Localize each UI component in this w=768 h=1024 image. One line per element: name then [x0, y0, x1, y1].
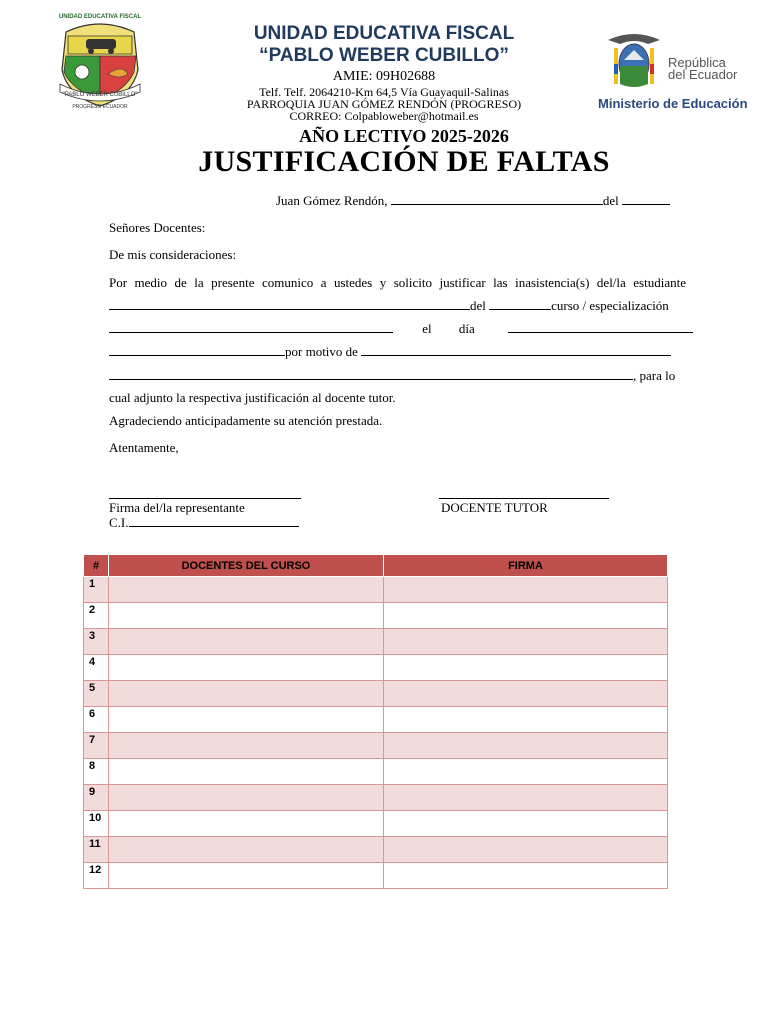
table-row	[84, 707, 668, 733]
signature-cell[interactable]	[384, 603, 668, 629]
day-blank[interactable]	[508, 321, 693, 333]
row-number: 8	[84, 759, 109, 785]
teacher-cell[interactable]	[109, 811, 384, 837]
signature-cell[interactable]	[384, 629, 668, 655]
reason-continuation-blank[interactable]	[109, 368, 633, 380]
teachers-table	[83, 554, 668, 889]
phone-address: Telf. Telf. 2064210-Km 64,5 Vía Guayaquil-Salinas	[259, 85, 509, 99]
col-number-header: #	[84, 555, 109, 577]
table-row	[84, 811, 668, 837]
teacher-cell[interactable]	[109, 759, 384, 785]
signature-cell[interactable]	[384, 863, 668, 889]
row-number: 1	[84, 577, 109, 603]
course-blank[interactable]	[489, 298, 551, 310]
row-number: 11	[84, 837, 109, 863]
logo-ribbon-text: "PABLO WEBER CUBILLO"	[62, 92, 138, 98]
school-year: AÑO LECTIVO 2025-2026	[299, 126, 509, 146]
row-number: 9	[84, 785, 109, 811]
teacher-cell[interactable]	[109, 629, 384, 655]
table-row	[84, 603, 668, 629]
table-row	[84, 837, 668, 863]
signature-cell[interactable]	[384, 759, 668, 785]
parish: PARROQUIA JUAN GÓMEZ RENDÓN (PROGRESO)	[246, 97, 522, 111]
table-row	[84, 759, 668, 785]
row-number: 2	[84, 603, 109, 629]
student-line	[109, 298, 686, 314]
row-number: 10	[84, 811, 109, 837]
reason-continuation-line	[109, 368, 686, 384]
row-number: 12	[84, 863, 109, 889]
signature-cell[interactable]	[384, 707, 668, 733]
tutor-signature-line[interactable]	[439, 498, 609, 499]
table-row	[84, 785, 668, 811]
col-teachers-header: DOCENTES DEL CURSO	[109, 555, 384, 577]
ministry-name: Ministerio de Educación	[598, 96, 748, 111]
school-line2: “PABLO WEBER CUBILLO”	[259, 45, 509, 66]
teacher-cell[interactable]	[109, 837, 384, 863]
place-label: Juan Gómez Rendón,	[276, 193, 388, 208]
thanks-sentence: Agradeciendo anticipadamente su atención prestada.	[109, 413, 383, 428]
teacher-cell[interactable]	[109, 733, 384, 759]
representative-signature-line[interactable]	[109, 498, 301, 499]
teacher-cell[interactable]	[109, 603, 384, 629]
teacher-cell[interactable]	[109, 785, 384, 811]
row-number: 6	[84, 707, 109, 733]
reason-pre-blank[interactable]	[109, 344, 285, 356]
reason-line	[109, 344, 686, 360]
signature-cell[interactable]	[384, 681, 668, 707]
school-name	[0, 23, 768, 67]
signature-cell[interactable]	[384, 577, 668, 603]
specialization-blank[interactable]	[109, 321, 393, 333]
intro-line: Por medio de la presente comunico a ustedes y solicito justificar las inasistencia(s) del/la estudiante	[109, 275, 686, 290]
row-number: 5	[84, 681, 109, 707]
ci-label: C.I.	[109, 515, 129, 530]
ci-line	[109, 515, 299, 531]
student-name-blank[interactable]	[109, 298, 470, 310]
date-blank[interactable]	[391, 193, 603, 205]
logo-top-text: UNIDAD EDUCATIVA FISCAL	[58, 14, 142, 20]
salutation: Señores Docentes:	[109, 220, 206, 235]
representative-label: Firma del/la representante	[109, 500, 245, 515]
table-row	[84, 655, 668, 681]
tutor-label: DOCENTE TUTOR	[441, 500, 548, 515]
table-row	[84, 863, 668, 889]
year-blank[interactable]	[622, 193, 670, 205]
consideraciones: De mis consideraciones:	[109, 247, 237, 262]
place-date-line	[276, 193, 686, 209]
col-signature-header: FIRMA	[384, 555, 668, 577]
reason-blank[interactable]	[361, 344, 671, 356]
del2-label: del	[470, 298, 486, 313]
teacher-cell[interactable]	[109, 577, 384, 603]
attachment-sentence: cual adjunto la respectiva justificación al docente tutor.	[109, 390, 396, 405]
closing: Atentamente,	[109, 440, 179, 455]
signature-cell[interactable]	[384, 837, 668, 863]
signature-cell[interactable]	[384, 785, 668, 811]
page-title: JUSTIFICACIÓN DE FALTAS	[198, 145, 610, 178]
table-row	[84, 577, 668, 603]
signature-cell[interactable]	[384, 733, 668, 759]
republica-line1: República	[668, 55, 726, 70]
del-label: del	[602, 193, 619, 208]
email: CORREO: Colpabloweber@hotmail.es	[289, 109, 479, 123]
republica-line2: del Ecuador	[668, 67, 738, 82]
motivo-label: por motivo de	[285, 344, 358, 359]
row-number: 4	[84, 655, 109, 681]
row-number: 7	[84, 733, 109, 759]
signature-cell[interactable]	[384, 655, 668, 681]
table-row	[84, 629, 668, 655]
teacher-cell[interactable]	[109, 863, 384, 889]
table-row	[84, 733, 668, 759]
amie-code: AMIE: 09H02688	[332, 69, 436, 84]
ci-blank[interactable]	[129, 515, 299, 527]
teacher-cell[interactable]	[109, 707, 384, 733]
table-header-row	[84, 555, 668, 577]
teacher-cell[interactable]	[109, 681, 384, 707]
date-line	[109, 321, 686, 337]
signature-cell[interactable]	[384, 811, 668, 837]
el-label: el	[422, 321, 432, 336]
logo-bottom-text: PROGRESO ECUADOR	[72, 104, 128, 110]
dia-label: día	[458, 321, 475, 336]
school-line1: UNIDAD EDUCATIVA FISCAL	[253, 23, 515, 44]
teacher-cell[interactable]	[109, 655, 384, 681]
para-lo-label: , para lo	[633, 368, 676, 383]
row-number: 3	[84, 629, 109, 655]
curso-label: curso / especialización	[551, 298, 669, 313]
table-row	[84, 681, 668, 707]
